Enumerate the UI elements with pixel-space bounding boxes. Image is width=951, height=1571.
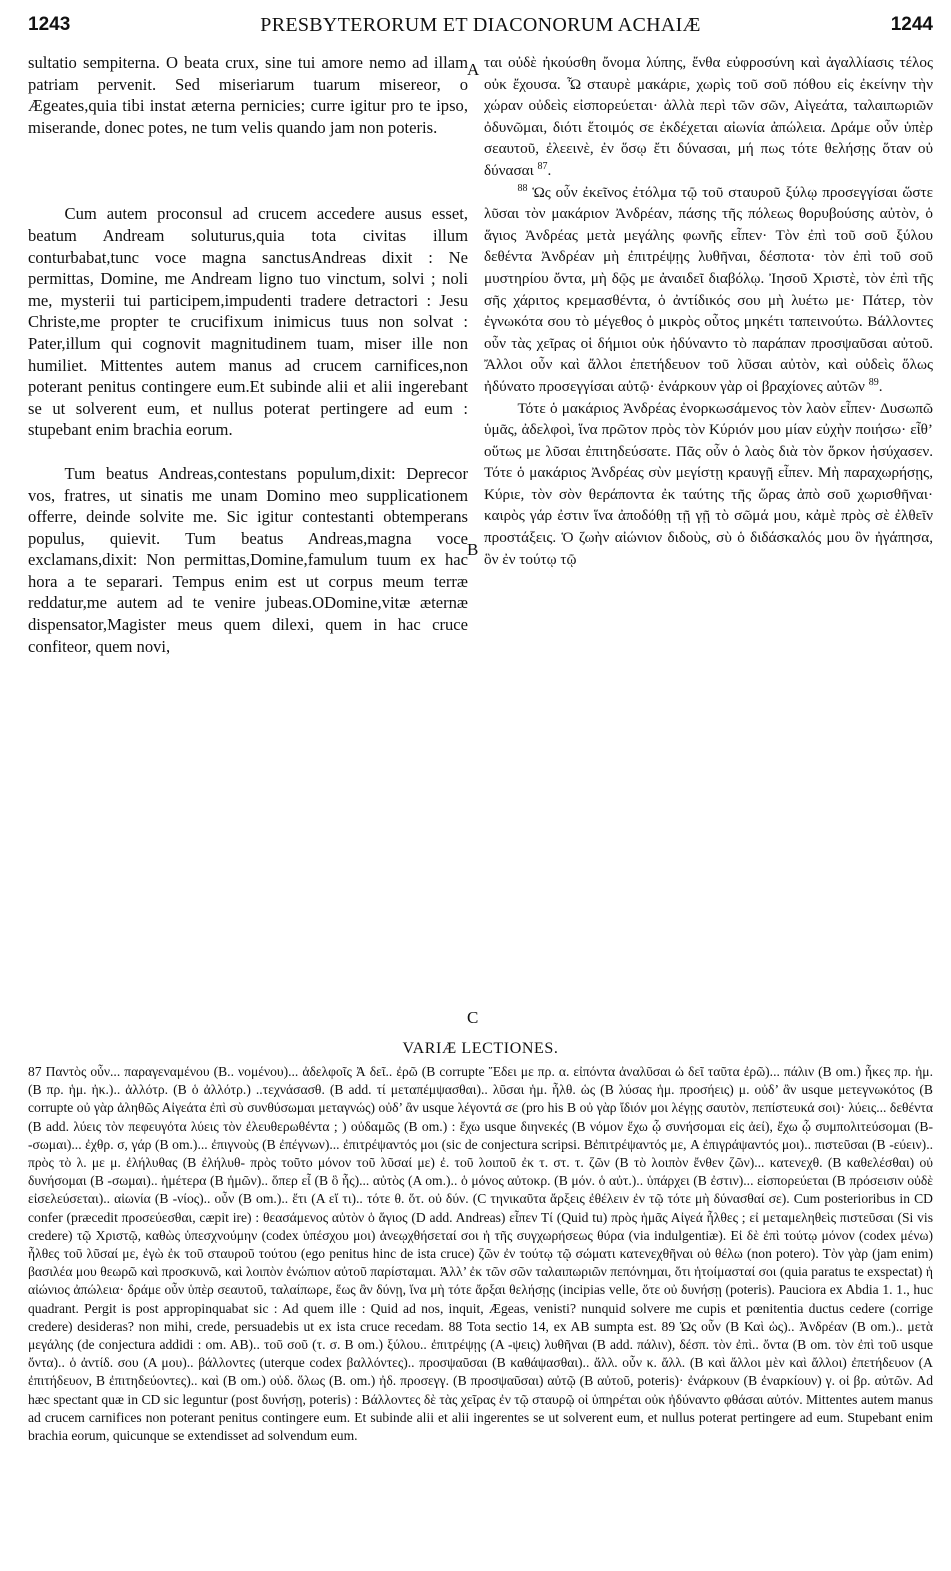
greek-paragraph-2-text: Ὡς οὖν ἐκεῖνος ἐτόλμα τῷ τοῦ σταυροῦ ξύλῳ προσεγγίσαι ὥστε λῦσαι τὸν μακάριον Ἀνδρέαν, πάσης τῆς πόλεως θορυβούσης αὐτὸν, ὁ ἅγιος Ἀνδρέας μετὰ μεγάλης φωνῆς εἶπεν· Τὸν ἐπὶ τοῦ σοῦ ξύλου δεθέντα Ἀνδρέαν μὴ ἐπιτρέψῃς λυθῆναι, δέσποτα· τὸν ἐπὶ τοῦ σοῦ μυστηρίου ὄντα, μὴ δῷς με ἀναιδεῖ διαβόλῳ. Ἰησοῦ Χριστὲ, τὸν ἐπὶ τῆς σῆς χάριτος κρεμασθέντα, ὁ ἀντίδικός σου μὴ λυέτω με· Πάτερ, τὸν ἐγνωκότα σου τὸ μέγεθος ὁ μικρὸς οὗτος μηκέτι ταπεινούτω. Βάλλοντες οὖν τὰς χεῖρας οἱ δήμιοι οὐκ ἠδύναντο τὸ παράπαν προσψαῦσαι αὐτοῦ. Ἄλλοι οὖν καὶ ἄλλοι ἐπετήδευον τοῦ λῦσαι αὐτὸν, καὶ οὐδεὶς ὅλως ἠδύνατο προσεγγίσαι αὐτῷ· ἐνάρκουν γὰρ οἱ βραχίονες αὐτῶν	[484, 183, 933, 395]
greek-paragraph-2: $^{88}$ Ὡς οὖν ἐκεῖνος ἐτόλμα τῷ τοῦ σταυροῦ ξύλῳ προσεγγίσαι ὥστε λῦσαι τὸν μακάριον Ἀνδρέαν, πάσης τῆς πόλεως θορυβούσης αὐτὸν, ὁ ἅγιος Ἀνδρέας μετὰ μεγάλης φωνῆς εἶπεν· Τὸν ἐπὶ τοῦ σοῦ ξύλου δεθέντα Ἀνδρέαν μὴ ἐπιτρέψῃς λυθῆναι, δέσποτα· τὸν ἐπὶ τοῦ σοῦ μυστηρίου ὄντα, μὴ δῷς με ἀναιδεῖ διαβόλῳ. Ἰησοῦ Χριστὲ, τὸν ἐπὶ τῆς σῆς χάριτος κρεμασθέντα, ὁ ἀντίδικός σου μὴ λυέτω με· Πάτερ, τὸν ἐγνωκότα σου τὸ μέγεθος ὁ μικρὸς οὗτος μηκέτι ταπεινούτω. Βάλλοντες οὖν τὰς χεῖρας οἱ δήμιοι οὐκ ἠδύναντο τὸ παράπαν προσψαῦσαι αὐτοῦ. Ἄλλοι οὖν καὶ ἄλλοι ἐπετήδευον τοῦ λῦσαι αὐτὸν, καὶ οὐδεὶς ὅλως ἠδύνατο προσεγγίσαι αὐτῷ· ἐνάρκουν γὰρ οἱ βραχίονες αὐτῶν $^{89}$.	[484, 182, 933, 395]
note-88-text: 88 Tota sectio 14, ex AB sumpta est.	[448, 1318, 657, 1334]
margin-mark-a: A	[467, 60, 480, 79]
variae-lectiones-title: VARIÆ LECTIONES.	[402, 1040, 559, 1057]
note-89-text: 89 Ὡς οὖν (B Καὶ ὡς).. Ἀνδρέαν (B om.).. μετὰ μεγάλης (de conjectura addidi : om. AB).. τοῦ σοῦ (τ. σ. B om.) ξύλου.. ἐπιτρέψῃς (A -ψεις) λυθῆναι (B add. πάλιν), δέσπ. τὸν ἐπὶ.. ὄντα (B om. τὸν ἐπὶ τοῦ usque ὄντα).. ὁ ἀντίδ. σου (A μου).. βάλλοντες (uterque codex βαλλόντες).. προσψαῦσαι (B καθάψασθαι).. ἄλλ. οὖν κ. ἄλλ. (B καὶ ἄλλοι μὲν καὶ ἄλλοι) ἐπετήδευον (A ἐπιτήδευον, B ἐπιτηδεύοντες).. καὶ (B om.) οὐδ. ὅλως (B. om.) ἠδ. προσεγγ. (B προσψαῦσαι) αὐτῷ (B αὐτοῦ, poteris)· ἐνάρκουν (B ἐναρκίουν) γ. οἱ βρ. αὐτῶν. Ad hæc spectant quæ in CD sic leguntur (post δυνήσῃ, poteris) : Βάλλοντες δὲ τὰς χεῖρας ἐν τῷ σταυρῷ οἱ ὑπηρέται οὐκ ἠδύναντο φθάσαι αὐτόν. Mittentes autem manus ad crucem carnifices non poterant penitus contingere eum. Et subinde alii et alii ingerentes se ut solverent eum, et nullus poterat pertingere ad eum. Stupebant enim brachia eorum, quicunque se extendisset ad solvendum eum.	[28, 1318, 933, 1444]
page-header	[28, 14, 933, 40]
greek-paragraph-1-text: ται οὐδὲ ἠκούσθη ὄνομα λύπης, ἔνθα εὐφροσύνη καὶ ἀγαλλίασις τέλος οὐκ ἔχουσα. Ὦ σταυρὲ μακάριε, χωρὶς τοῦ σοῦ πόθου εἰς ἐκείνην τὴν χώραν οὐδεὶς εἰσπορεύεται· ἀλλὰ περὶ τῶν σῶν, Αἰγεάτα, ταλαιπωριῶν ὀδυνῶμαι, διότι ἕτοιμός σε ἐκδέχεται αἰωνία ἀπώλεια. Δράμε οὖν ὑπὲρ σεαυτοῦ, ἐλεεινὲ, ἐν ὅσῳ ἔτι δύνασαι, μή πως τότε θελήσῃς ὅταν οὐ δύνασαι	[484, 54, 933, 179]
latin-paragraph-3: Tum beatus Andreas,contestans populum,dixit: Deprecor vos, fratres, ut sinatis me unam Domino meo supplicationem offerre, deinde solvite me. Sic igitur contestanti obtemperans populus, quievit. Tum beatus Andreas,magna voce exclamans,dixit: Non permittas,Domine,famulum tuum ex hac hora a te separari. Tempus enim est ut corpus meum terræ reddatur,me autem ad te venire jubeas.ODomine,vitæ æternæ dispensator,Magister meus quem dilexi, quem in hac cruce confiteor, quem novi,	[28, 463, 468, 656]
page-number-right: 1244	[890, 14, 933, 35]
greek-column	[484, 52, 933, 570]
latin-paragraph-1: sultatio sempiterna. O beata crux, sine tui amore nemo ad illam patriam pervenit. Sed miseriarum tuarum misereor, o Ægeates,quia tibi instat æterna pernicies; curre igitur pro te ipso, miserande, donec potes, ne tum velis quando jam non poteris.	[28, 53, 468, 137]
greek-paragraph-3: Τότε ὁ μακάριος Ἀνδρέας ἐνορκωσάμενος τὸν λαὸν εἶπεν· Δυσωπῶ ὑμᾶς, ἀδελφοὶ, ἵνα πρῶτον πρὸς τὸν Κύριόν μου μίαν εὐχὴν ποιήσω· εἶθ’ οὕτως με λῦσαι ἐπιτηδεύσατε. Πᾶς οὖν ὁ λαὸς διὰ τὸν ὅρκον ἡσύχασεν. Τότε ὁ μακάριος Ἀνδρέας σὺν μεγίστῃ κραυγῇ εἶπεν. Μὴ παραχωρήσῃς, Κύριε, τὸν σὸν θεράποντα ἐκ ταύτης τῆς ὥρας ἀπὸ σοῦ χωρισθῆναι· καιρὸς γάρ ἐστιν ἵνα ἀποδόθῃ τῇ γῇ τὸ σῶμά μου, κἀμὲ πρὸς σὲ ἐλθεῖν προστάξεις. Ὁ ζωὴν αἰώνιον διδοὺς, σὺ ὁ διδάσκαλός μου ὃν ἠγάπησα, ὃν ἐν τούτῳ τῷ	[484, 399, 933, 568]
page-number-left: 1243	[28, 14, 71, 35]
note-87	[28, 1063, 933, 1445]
running-title: PRESBYTERORUM ET DIACONORUM ACHAIÆ	[260, 14, 701, 36]
margin-mark-c: C	[467, 1008, 479, 1027]
latin-paragraph-2: Cum autem proconsul ad crucem accedere ausus esset, beatum Andream soluturus,quia tota civitas illum conturbabat,tunc voce magna sanctusAndreas dixit : Ne permittas, Domine, me Andream ligno tuo vinctum, solvi ; noli me, mysterii tui participem,impudenti tradere detractori : Jesu Christe,me propter te crucifixum inimicus tuus non solvat : Pater,illum qui cognovit magnitudinem tuam, miser ille non humiliet. Mittentes autem manus ad crucem carnifices,non poterant penitus contingere eum.Et subinde alii et alii ingerebant se ut solverent eum, et nullus poterat pertingere ad eum : stupebant enim brachia eorum.	[28, 204, 468, 440]
footnote-ref-88[interactable]: 88	[517, 182, 528, 194]
footnote-ref-89[interactable]: 89	[868, 376, 879, 388]
footnote-ref-87[interactable]: 87	[537, 160, 548, 172]
note-87-text: 87 Παντὸς οὖν... παραγεναμένου (B.. νομένου)... ἀδελφοῖς Ἀ δεῖ.. ἐρῶ (B corrupte Ἔδει με πρ. α. εἰπόντα ἀναλῦσαι ὠ δεῖ ταῦτα ἐρῶ)... πάλιν (B om.) ἦκες πρ. ἡμ. (B πρ. ἡμ. ἠκ.).. ἀλλότρ. (B ὁ ἀλλότρ.) ..τεχνάσασθ. (B add. τί μεταπέμψασθαι).. λῦσαι ἡμ. ἦλθ. ὡς (B λύσας ἡμ. προσήεις) μ. οὐδ’ ἂν usque μετεγνωκότος (B corrupte οὐ γὰρ ἀληθῶς Αἰγεάτα ἐπὶ σὺ συνθύσωμαι μεταγνώς) οὐδ’ ἂν usque λέγοντά σε (pro his B οὐ γὰρ ἴδιόν μοι λέγῃς σαυτὸν, πεπίστευκά σοι)· λύεις... δεθέντα (B add. λύεις τὸν πεφευγότα λύεις τὸν ἐλευθερωθέντα ; ) οὐδαμῶς (B om.) : ἔχω usque διηνεκές (B νόμον ἔχω ᾧ συνήσομαι εἰς ἀεί), ἔχω ᾧ συμπολιτεύσομαι (B- -σωμαι)... ἐχθρ. σ, γάρ (B om.)... ἐπιγνοὺς (B ἐπέγνων)... ἐπιτρέψαντός μοι (sic de conjectura scripsi. Βἐπιτρέψαντός με, A ἐπιγράψαντός μοι).. πιστεῦσαι (B -εύειν).. πρὸς τὸ λ. με μ. ἐλήλυθας (B ἐλήλυθ- πρὸς τοῦτο μόνον τοῦ λῦσαί με) ἐ. τοῦ λοιποῦ ἐκ τ. στ. τ. ζῶν (B τὸ λοιπὸν ἔνθεν ζῶν)... κατενεχθ. (B καθελέσθαι) οὐ δυνήσομαι (B -σωμαι).. ἡμέτερα (B ἡμῶν).. ὅπερ εἶ (B ὃ ἧς)... αὐτὸς (A om.).. ὁ μόνος αὐτοκρ. (B μόν. ὁ αὐτ.).. ὑπάρχει (B ἐστιν)... εἰσπορεύεται (B πρόσεισιν οὐδὲ εἰσελεύσεται).. αἰωνία (B -νίος).. οὖν (B om.).. ἔτι (A εἴ τι).. τότε θ. ὅτ. οὐ δύν. (C τηνικαῦτα ἄρξεις ἐθέλειν ἐν τῷ τότε μὴ δύνασθαί σε). Cum posterioribus in CD confer (præcedit προσεύεσθαι, cæpit ire) : θεασάμενος αὐτὸν ὁ ἅγιος (D add. Andreas) εἶπεν Τί (Quid tu) πρὸς ἡμᾶς Αἰγεά ἦλθες ; εἰ μεταμεληθεὶς πιστεῦσαι (Si vis credere) τῷ Χριστῷ, καθὼς ὑπεσχνούμην (codex ὑπέσχου μοι) ἀνεῳχθήσεταί σοι ἡ τῆς συγχωρήσεως θύρα (via indulgentiæ). Εἰ δὲ ἐπὶ τούτῳ μόνον (codex μένω) ἦλθες τοῦ λῦσαί με, ἐγὼ ἐκ τοῦ σταυροῦ τούτου (ego penitus hinc de ista cruce) ζῶν ἐν τούτῳ τῷ σώματι κατενεχθῆναι οὐ θέλω (non potero). Τὸν γὰρ (jam enim) βασιλέα μου θεωρῶ καὶ προσκυνῶ, καὶ λοιπὸν ἐνώπιον αὐτοῦ παρίσταμαι. Ἀλλ’ ἐκ τῶν σῶν ταλαιπωριῶν πεπόνημαι, ὅτι ἡτοίμασταί σοι (quia paratus te exspectat) ἡ αἰώνιος ἀπώλεια· δράμε οὖν ὑπὲρ σεαυτοῦ, ταλαίπωρε, ἕως ἂν δύνῃ, ἵνα μὴ τότε ἄρξαι θελήσῃς (incipias velle, ὅτε οὐ δυνήσῃ (poteris). Pauciora ex Abdia 1. 1., huc quadrant. Pergit is post appropinquabat sic : Ad quem ille : Quid ad nos, inquit, Ægeas, venisti? nunquid solvere me cupis et pœnitentia ductus cedere (corrige credere) desideras? non mihi, crede, persuadebis ut ex ista cruce recedam.	[28, 1064, 933, 1334]
greek-paragraph-1: ται οὐδὲ ἠκούσθη ὄνομα λύπης, ἔνθα εὐφροσύνη καὶ ἀγαλλίασις τέλος οὐκ ἔχουσα. Ὦ σταυρὲ μακάριε, χωρὶς τοῦ σοῦ πόθου εἰς ἐκείνην τὴν χώραν οὐδεὶς εἰσπορεύεται· ἀλλὰ περὶ τῶν σῶν, Αἰγεάτα, ταλαιπωριῶν ὀδυνῶμαι, διότι ἕτοιμός σε ἐκδέχεται αἰωνία ἀπώλεια. Δράμε οὖν ὑπὲρ σεαυτοῦ, ἐλεεινὲ, ἐν ὅσῳ ἔτι δύνασαι, μή πως τότε θελήσῃς ὅταν οὐ δύνασαι $^{87}$.	[484, 54, 933, 179]
margin-mark-b: B	[467, 540, 479, 559]
variae-lectiones-notes	[28, 1063, 933, 1445]
latin-column	[28, 52, 468, 657]
